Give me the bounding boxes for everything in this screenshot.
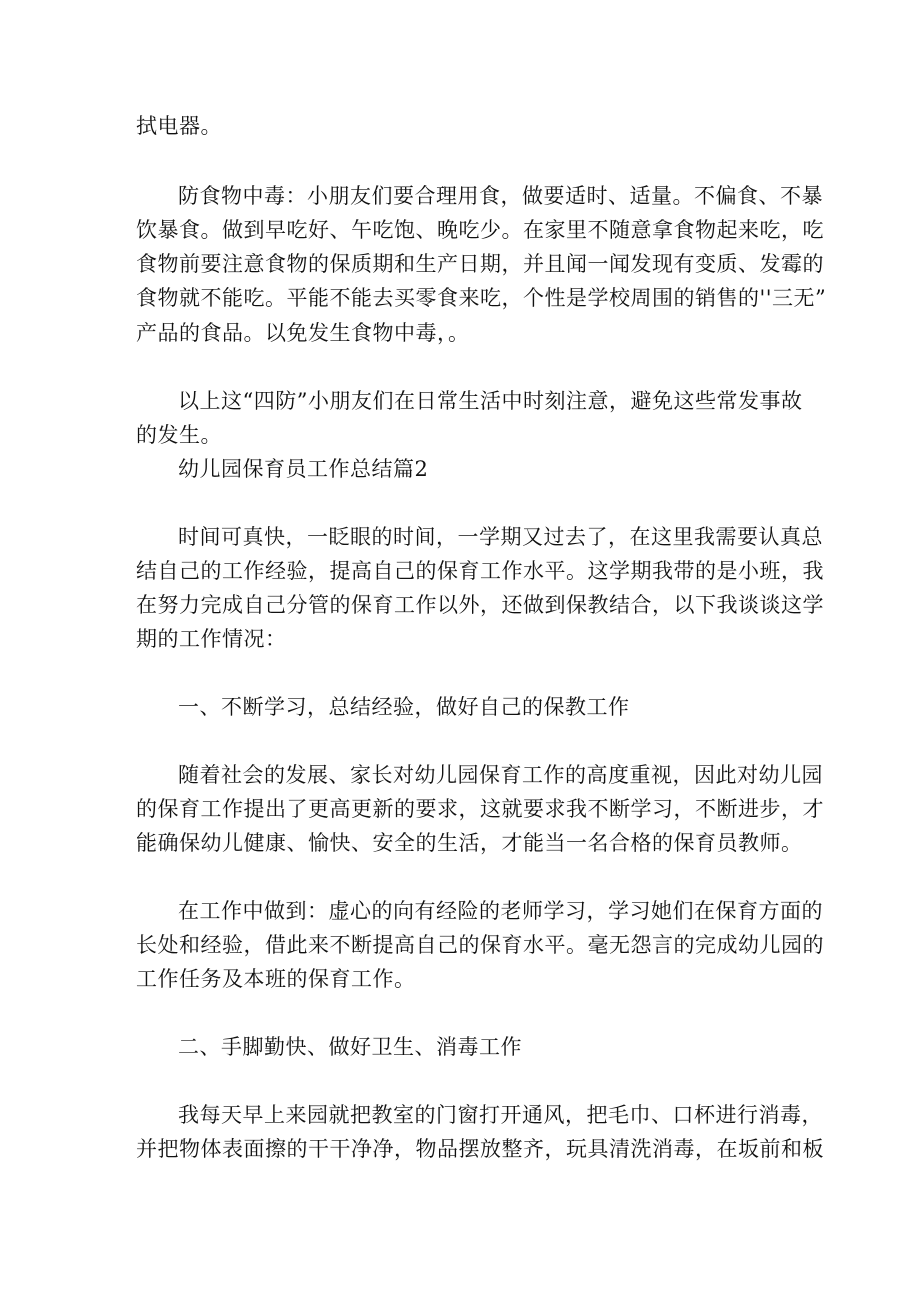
text-line: 结自己的工作经验，提高自己的保育工作水平。这学期我带的是小班，我: [136, 559, 824, 583]
text-line: 产品的食品。以免发生食物中毒，。: [136, 321, 470, 345]
text-line: 在努力完成自己分管的保育工作以外，还做到保教结合，以下我谈谈这学: [136, 593, 824, 617]
paragraph-summary-start: 以上这“四防”小朋友们在日常生活中时刻注意，避免这些常发事故: [178, 389, 803, 413]
text-line: 长处和经验，借此来不断提高自己的保育水平。毫无怨言的完成幼儿园的: [136, 933, 824, 957]
paragraph-intro-start: 时间可真快，一眨眼的时间，一学期又过去了，在这里我需要认真总: [178, 525, 823, 549]
text-line: 期的工作情况：: [136, 627, 287, 651]
section-title: 幼儿园保育员工作总结篇2: [178, 457, 429, 481]
text-line: 饮暴食。做到早吃好、午吃饱、晚吃少。在家里不随意拿食物起来吃，吃: [136, 218, 824, 242]
heading-two: 二、手脚勤快、做好卫生、消毒工作: [178, 1035, 522, 1059]
heading-one: 一、不断学习，总结经验，做好自己的保教工作: [178, 695, 630, 719]
text-line: 的发生。: [136, 423, 222, 447]
text-line: 食物前要注意食物的保质期和生产日期，并且闻一闻发现有变质、发霉的: [136, 252, 824, 276]
text-line: 食物就不能吃。平能不能去买零食来吃，个性是学校周围的销售的''三无”: [136, 286, 827, 310]
paragraph-hygiene-start: 我每天早上来园就把教室的门窗打开通风，把毛巾、口杯进行消毒，: [178, 1103, 823, 1127]
text-line: 能确保幼儿健康、愉快、安全的生活，才能当一名合格的保育员教师。: [136, 831, 803, 855]
paragraph-learning-start: 随着社会的发展、家长对幼儿园保育工作的高度重视，因此对幼儿园: [178, 763, 823, 787]
text-line: 工作任务及本班的保育工作。: [136, 967, 416, 991]
text-line: 并把物体表面擦的干干净净，物品摆放整齐，玩具清洗消毒，在坂前和板: [136, 1137, 824, 1161]
paragraph-food-poisoning-start: 防食物中毒：小朋友们要合理用食，做要适时、适量。不偏食、不暴: [178, 184, 823, 208]
text-line: 拭电器。: [136, 114, 222, 138]
paragraph-work-start: 在工作中做到：虚心的向有经险的老师学习，学习她们在保育方面的: [178, 899, 823, 923]
text-line: 的保育工作提出了更高更新的要求，这就要求我不断学习，不断进步，才: [136, 797, 824, 821]
